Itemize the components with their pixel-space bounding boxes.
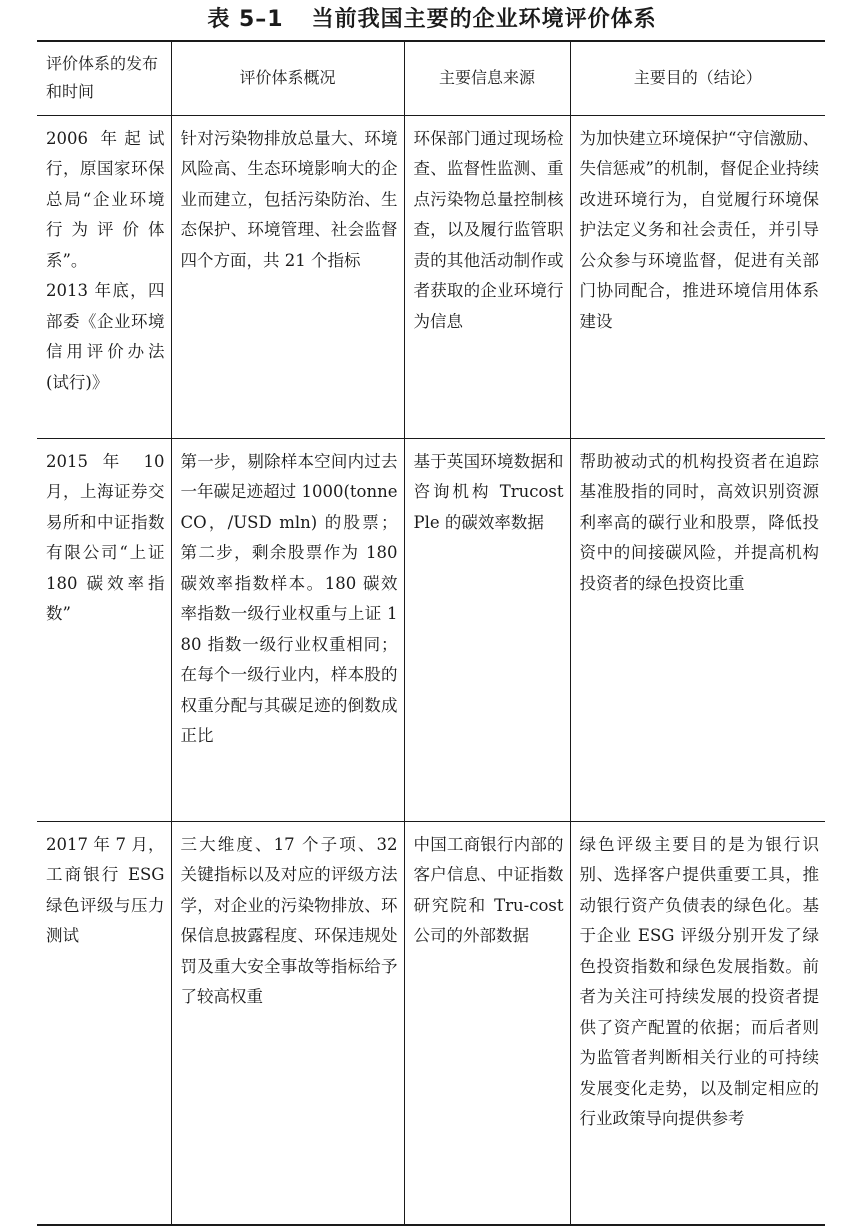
table-row bbox=[37, 438, 825, 821]
table-row bbox=[37, 821, 825, 1225]
header-overview: 评价体系概况 bbox=[171, 41, 404, 115]
header-source: 主要信息来源 bbox=[404, 41, 570, 115]
header-row bbox=[37, 41, 825, 115]
release-line: 2017 年 7 月，工商银行 ESG 绿色评级与压力测试 bbox=[46, 834, 165, 945]
release-line: 2013 年底，四部委《企业环境信用评价办法(试行)》 bbox=[46, 281, 165, 392]
cell-source: 基于英国环境数据和咨询机构 Trucost Ple 的碳效率数据 bbox=[404, 438, 570, 821]
cell-release bbox=[37, 438, 171, 821]
release-line: 2015 年 10 月，上海证券交易所和中证指数有限公司“上证 180 碳效率指数” bbox=[46, 451, 165, 623]
cell-source: 中国工商银行内部的客户信息、中证指数研究院和 Tru-cost 公司的外部数据 bbox=[404, 821, 570, 1225]
table-row bbox=[37, 115, 825, 438]
table-number: 表 5–1 bbox=[207, 7, 284, 32]
header-release-time: 评价体系的发布和时间 bbox=[37, 41, 171, 115]
release-line: 2006 年起试行，原国家环保总局“企业环境行为评价体系”。 bbox=[46, 128, 165, 270]
cell-purpose: 帮助被动式的机构投资者在追踪基准股指的同时，高效识别资源利率高的碳行业和股票，降低投资中的间接碳风险，并提高机构投资者的绿色投资比重 bbox=[570, 438, 825, 821]
evaluation-systems-table bbox=[37, 40, 825, 1226]
cell-overview: 针对污染物排放总量大、环境风险高、生态环境影响大的企业而建立，包括污染防治、生态保护、环境管理、社会监督四个方面，共 21 个指标 bbox=[171, 115, 404, 438]
cell-release bbox=[37, 115, 171, 438]
cell-overview: 三大维度、17 个子项、32 关键指标以及对应的评级方法学，对企业的污染物排放、环保信息披露程度、环保违规处罚及重大安全事故等指标给予了较高权重 bbox=[171, 821, 404, 1225]
table-title: 当前我国主要的企业环境评价体系 bbox=[311, 7, 657, 32]
cell-purpose: 为加快建立环境保护“守信激励、失信惩戒”的机制，督促企业持续改进环境行为，自觉履行环境保护法定义务和社会责任，并引导公众参与环境监督，促进有关部门协同配合，推进环境信用体系建设 bbox=[570, 115, 825, 438]
header-purpose: 主要目的（结论） bbox=[570, 41, 825, 115]
cell-release bbox=[37, 821, 171, 1225]
table-caption bbox=[0, 2, 864, 38]
cell-source: 环保部门通过现场检查、监督性监测、重点污染物总量控制核查，以及履行监管职责的其他活动制作或者获取的企业环境行为信息 bbox=[404, 115, 570, 438]
cell-overview: 第一步，剔除样本空间内过去一年碳足迹超过 1000(tonne CO，/USD mln) 的股票；第二步，剩余股票作为 180 碳效率指数样本。180 碳效率指数一级行业权重与上证 180 指数一级行业权重相同；在每个一级行业内，样本股的权重分配与其碳足迹的倒数成正比 bbox=[171, 438, 404, 821]
cell-purpose: 绿色评级主要目的是为银行识别、选择客户提供重要工具，推动银行资产负债表的绿色化。基于企业 ESG 评级分别开发了绿色投资指数和绿色发展指数。前者为关注可持续发展的投资者提供了资产配置的依据；而后者则为监管者判断相关行业的可持续发展变化走势，以及制定相应的行业政策导向提供参考 bbox=[570, 821, 825, 1225]
